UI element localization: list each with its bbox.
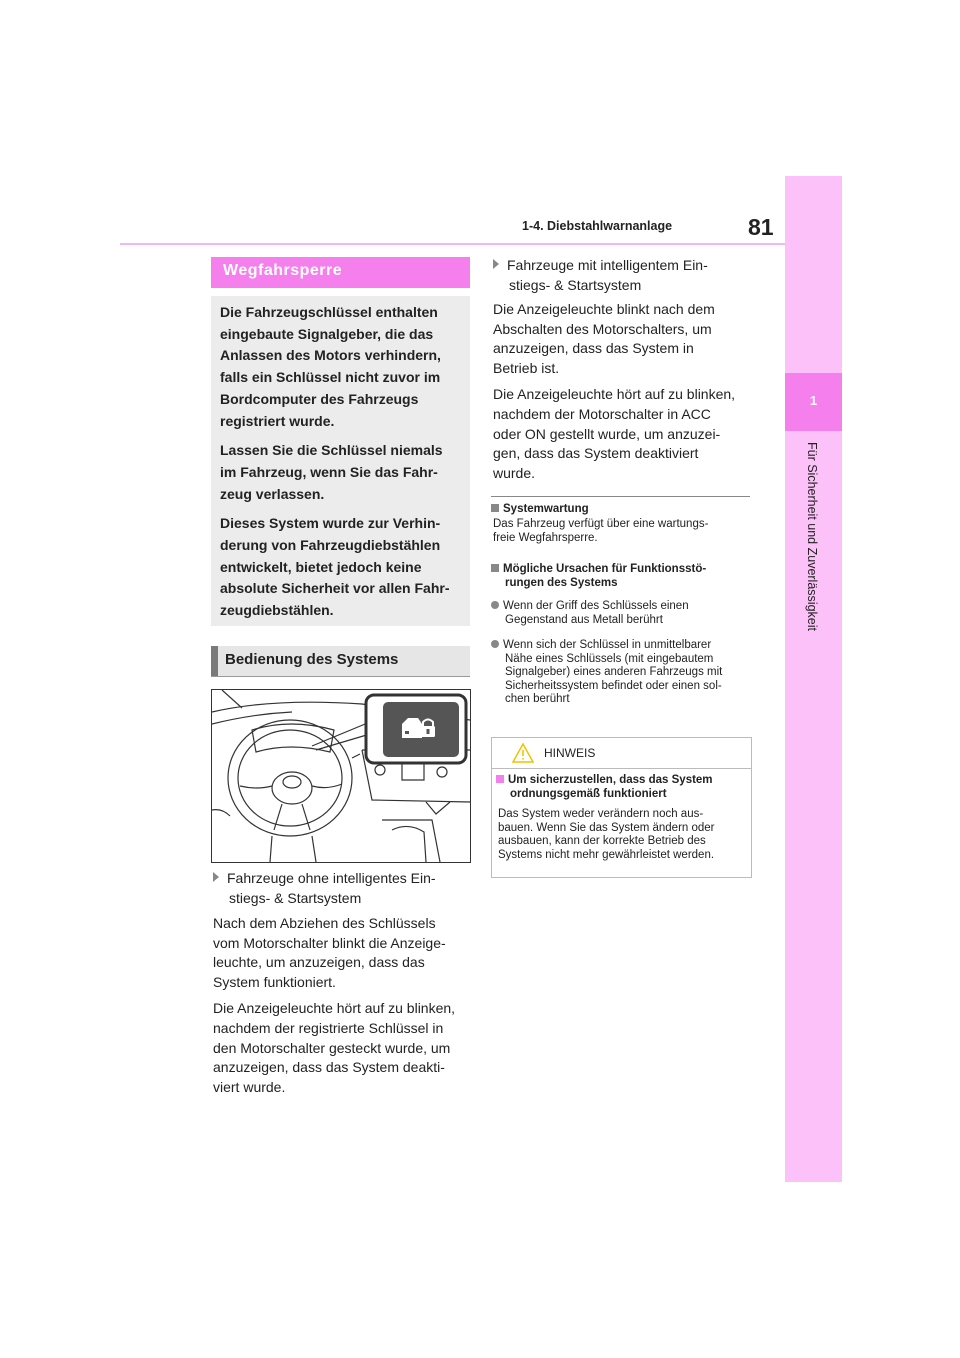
square-bullet-icon (496, 775, 504, 783)
dashboard-illustration (211, 689, 471, 863)
section-heading: Wegfahrsperre (223, 262, 343, 279)
section-heading-bar (211, 257, 470, 288)
notice-box (491, 737, 752, 878)
chapter-number: 1 (809, 393, 818, 408)
warning-triangle-icon (512, 743, 534, 763)
paragraph (213, 914, 473, 1104)
body-paragraph: Nach dem Abziehen des Schlüssels vom Motorschalter blinkt die Anzeige- leuchte, um anzuzeigen, dass das System funktioniert. (213, 915, 446, 990)
body-paragraph: Die Anzeigeleuchte hört auf zu blinken, nachdem der registrierte Schlüssel in den Motorschalter gesteckt wurde, um anzuzeigen, dass das System deakti- viert wurde. (213, 1000, 456, 1095)
notice-title: Um sicherzustellen, dass das System ordnungsgemäß funktioniert (496, 773, 750, 801)
subheading-bar (211, 646, 470, 677)
body-paragraph: Die Anzeigeleuchte blinkt nach dem Abschalten des Motorschalters, um anzuzeigen, dass das System in Betrieb ist. (493, 301, 715, 376)
dashboard-drawing (212, 690, 470, 862)
note-text: Das Fahrzeug verfügt über eine wartungs- freie Wegfahrsperre. (493, 518, 709, 544)
subheading-accent (211, 646, 218, 676)
bullet-item: Fahrzeuge mit intelligentem Ein- (493, 255, 708, 276)
note-heading: Systemwartung (491, 502, 589, 516)
intro-paragraph: Die Fahrzeugschlüssel enthalten eingebaute Signalgeber, die das Anlassen des Motors verhindern, falls ein Schlüssel nicht zuvor im Bordcomputer des Fahrzeugs registriert wurde. (220, 304, 441, 429)
body-paragraph: Die Anzeigeleuchte hört auf zu blinken, nachdem der Motorschalter in ACC oder ON gestellt wurde, um anzuzei- gen, dass das System deaktiviert wurde. (493, 386, 736, 481)
notice-header (492, 738, 751, 769)
paragraph (493, 300, 755, 490)
car-lock-indicator-icon (402, 718, 435, 738)
triangle-bullet-icon (493, 259, 499, 269)
triangle-bullet-icon (213, 872, 219, 882)
intro-paragraph: Lassen Sie die Schlüssel niemals im Fahrzeug, wenn Sie das Fahr- zeug verlassen. (220, 442, 443, 502)
square-bullet-icon (491, 504, 499, 512)
cause-item: Wenn sich der Schlüssel in unmittelbarer Nähe eines Schlüssels (mit eingebautem Signalgeber) eines anderen Fahrzeugs mit Sicherheitssystem befindet oder einen sol- chen berührt (491, 639, 755, 707)
bullet-item-continued: stiegs- & Startsystem (509, 277, 642, 293)
notice-label: HINWEIS (544, 746, 596, 760)
intro-box (211, 296, 470, 626)
chapter-side-tab (785, 176, 842, 1182)
subheading: Bedienung des Systems (225, 651, 399, 668)
section-divider (491, 496, 750, 497)
section-title: 1-4. Diebstahlwarnanlage (522, 219, 673, 233)
header-rule (120, 243, 785, 245)
circle-bullet-icon (491, 640, 499, 648)
note-heading: Mögliche Ursachen für Funktionsstö- rungen des Systems (491, 562, 753, 590)
circle-bullet-icon (491, 601, 499, 609)
square-bullet-icon (491, 564, 499, 572)
intro-paragraph: Dieses System wurde zur Verhin- derung von Fahrzeugdiebstählen entwickelt, bietet jedoch keine absolute Sicherheit vor allen Fahr- zeugdiebstählen. (220, 515, 450, 619)
cause-item: Wenn der Griff des Schlüssels einen Gegenstand aus Metall berührt (491, 600, 753, 627)
chapter-label: Für Sicherheit und Zuverlässigkeit (805, 442, 819, 631)
bullet-item-continued: stiegs- & Startsystem (229, 890, 362, 906)
page-number: 81 (748, 214, 774, 240)
chapter-label-container (803, 442, 823, 642)
bullet-item: Fahrzeuge ohne intelligentes Ein- (213, 868, 436, 889)
notice-text: Das System weder verändern noch aus- bauen. Wenn Sie das System ändern oder ausbauen, kann der korrekte Betrieb des Systems nicht mehr gewährleistet werden. (498, 808, 715, 861)
